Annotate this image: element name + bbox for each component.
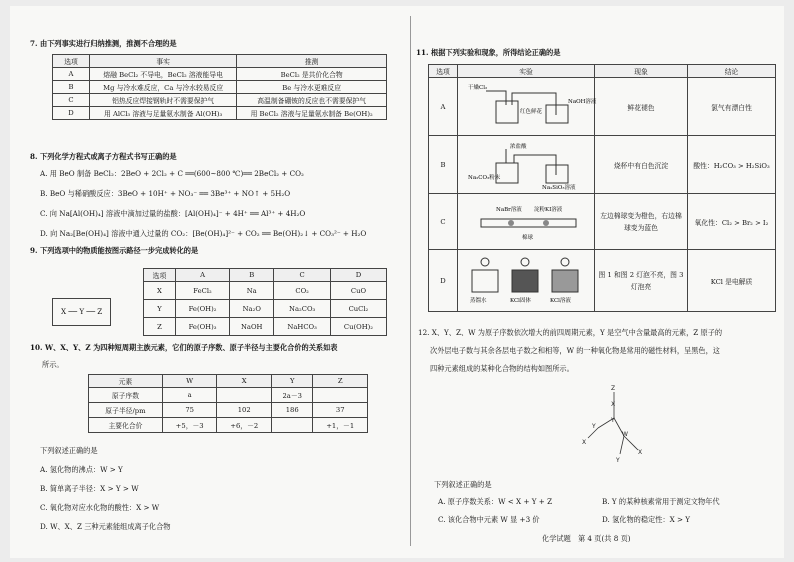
q11-title: 11. 根据下列实验和现象，所得结论正确的是 (416, 48, 561, 57)
q9-cell: Y (144, 300, 176, 318)
q7-cell: D (53, 107, 90, 120)
q11-c-label: NaBr溶液 (496, 206, 522, 213)
q9-cell: Cu(OH)₂ (330, 318, 386, 336)
q9-cell: NaHCO₃ (274, 318, 331, 336)
svg-text:X: X (611, 401, 616, 408)
q12-stem: 下列叙述正确的是 (434, 480, 492, 489)
q10-cell (272, 418, 313, 433)
q9-cell: FeCl₂ (175, 282, 229, 300)
q11-conclusion: KCl 是电解质 (688, 250, 776, 312)
q11-table (428, 64, 776, 312)
q11-apparatus-a (458, 78, 595, 136)
q11-phenomenon: 图 1 和图 2 灯泡不亮，图 3 灯泡亮 (595, 250, 688, 312)
q9-cell: Na₂CO₃ (274, 300, 331, 318)
q11-option: B (429, 136, 458, 194)
q11-apparatus-c (458, 194, 595, 250)
q11-header: 实验 (458, 65, 595, 78)
q10-cell: 主要化合价 (89, 418, 163, 433)
q12-line2: 次外层电子数与其余各层电子数之和相等，W 的一种氧化物是常用的磁性材料，呈黑色，这 (430, 346, 720, 355)
q10-cell: +6，－2 (217, 418, 272, 433)
svg-text:Y: Y (611, 417, 615, 424)
q9-header: A (175, 269, 229, 282)
q7-cell: 高温制备硼铍的反应也不需要保护气 (237, 94, 387, 107)
q9-header: B (230, 269, 274, 282)
q10-header: W (162, 375, 217, 388)
q10-cell: 102 (217, 403, 272, 418)
q11-d-label: KCl固体 (510, 297, 531, 304)
q11-conclusion: 氯气有漂白性 (688, 78, 776, 136)
q11-d-label: 蒸馏水 (470, 297, 487, 304)
q8-title: 8. 下列化学方程式或离子方程式书写正确的是 (30, 152, 177, 161)
q10-cell: +5，－3 (162, 418, 217, 433)
q11-apparatus-d (458, 250, 595, 312)
q7-cell: BeCl₂ 是共价化合物 (237, 68, 387, 81)
q9-cell: Fe(OH)₂ (175, 300, 229, 318)
q11-phenomenon: 鲜花褪色 (595, 78, 688, 136)
q9-cell: CuCl₂ (330, 300, 386, 318)
q10-header: 元素 (89, 375, 163, 388)
q8-option-c: C. 向 Na[Al(OH)₄] 溶液中滴加过量的盐酸：[Al(OH)₄]⁻ + 4H⁺ ══ Al³⁺ + 4H₂O (40, 209, 306, 218)
q11-phenomenon: 左边棉球变为橙色，右边棉球变为蓝色 (595, 194, 688, 250)
q11-a-label: 红色鲜花 (520, 108, 543, 115)
q7-cell: B (53, 81, 90, 94)
svg-text:Z: Z (611, 385, 616, 392)
q7-cell: C (53, 94, 90, 107)
q12-option-b: B. Y 的某种核素常用于测定文物年代 (602, 497, 720, 506)
q7-header: 事实 (90, 55, 237, 68)
q12-option-a: A. 原子序数关系：W < X + Y + Z (438, 497, 553, 506)
q7-cell: 熔融 BeCl₂ 不导电，BeCl₂ 溶液能导电 (90, 68, 237, 81)
q11-b-label: 浓盐酸 (510, 143, 527, 150)
exam-page (10, 6, 784, 558)
q7-header: 选项 (53, 55, 90, 68)
q11-c-label: 棉球 (522, 234, 534, 241)
q8-option-d: D. 向 Na₂[Be(OH)₄] 溶液中通入过量的 CO₂：[Be(OH)₄]²⁻ + CO₂ ══ Be(OH)₂↓ + CO₃²⁻ + H₂O (40, 229, 367, 238)
svg-text:Y: Y (616, 457, 620, 464)
q7-cell: 用 BeCl₂ 溶液与足量氨水制备 Be(OH)₂ (237, 107, 387, 120)
q11-header: 结论 (688, 65, 776, 78)
q9-cell: NaOH (230, 318, 274, 336)
q9-cell: CO₂ (274, 282, 331, 300)
q10-cell: 原子半径/pm (89, 403, 163, 418)
q11-option: C (429, 194, 458, 250)
q11-header: 选项 (429, 65, 458, 78)
q9-path-diagram: X ── Y ── Z (52, 298, 111, 326)
q10-title-cont: 所示。 (42, 360, 64, 369)
column-divider (410, 16, 411, 546)
q11-header: 现象 (595, 65, 688, 78)
q10-option-a: A. 氢化物的沸点：W > Y (40, 465, 123, 474)
q10-header: Z (313, 375, 368, 388)
q9-header: 选项 (144, 269, 176, 282)
q7-cell: 用 AlCl₃ 溶液与足量氨水制备 Al(OH)₃ (90, 107, 237, 120)
q11-b-label: Na₂CO₃粉末 (468, 174, 501, 181)
q11-a-label: NaOH溶液 (568, 98, 597, 105)
q11-option: A (429, 78, 458, 136)
q12-option-c: C. 该化合物中元素 W 显 +3 价 (438, 515, 540, 524)
q10-cell (217, 388, 272, 403)
q10-table (88, 374, 368, 433)
q11-phenomenon: 烧杯中有白色沉淀 (595, 136, 688, 194)
q8-option-a: A. 用 BeO 制备 BeCl₂：2BeO + 2Cl₂ + C ══(600~800 ℃)══ 2BeCl₂ + CO₂ (40, 169, 304, 178)
q7-header: 推测 (237, 55, 387, 68)
q11-conclusion: 氧化性：Cl₂ > Br₂ > I₂ (688, 194, 776, 250)
q11-b-label: Na₂SiO₃溶液 (542, 184, 576, 191)
q10-option-d: D. W、X、Z 三种元素能组成离子化合物 (40, 522, 171, 531)
q10-cell: 75 (162, 403, 217, 418)
q9-header: D (330, 269, 386, 282)
q10-cell (313, 388, 368, 403)
q10-stem: 下列叙述正确的是 (40, 446, 98, 455)
molecule-structure-diagram (580, 384, 660, 474)
q9-header: C (274, 269, 331, 282)
q7-cell: A (53, 68, 90, 81)
q7-title: 7. 由下列事实进行归纳推测，推测不合理的是 (30, 39, 177, 48)
svg-text:X: X (638, 449, 643, 456)
page-footer: 化学试题 第 4 页(共 8 页) (542, 534, 631, 543)
q11-c-label: 淀粉KI溶液 (534, 206, 563, 213)
q10-cell: +1，－1 (313, 418, 368, 433)
tube-apparatus-icon (466, 199, 586, 243)
q10-option-b: B. 简单离子半径：X > Y > W (40, 484, 139, 493)
circuit-apparatus-icon (464, 254, 588, 306)
q11-d-label: KCl溶液 (550, 297, 571, 304)
q11-apparatus-b (458, 136, 595, 194)
beaker-apparatus-icon (466, 139, 586, 189)
q12-option-d: D. 氢化物的稳定性：X > Y (602, 515, 691, 524)
q9-table (143, 268, 387, 336)
q10-header: X (217, 375, 272, 388)
q9-cell: Na (230, 282, 274, 300)
flask-apparatus-icon (466, 81, 597, 131)
q9-cell: X (144, 282, 176, 300)
q12-line1: 12. X、Y、Z、W 为原子序数依次增大的前四周期元素，Y 是空气中含量最高的元素，Z 原子的 (418, 328, 723, 337)
svg-text:Y: Y (592, 423, 596, 430)
q10-header: Y (272, 375, 313, 388)
svg-text:X: X (582, 439, 587, 446)
q11-a-label: 干燥Cl₂ (468, 84, 488, 91)
q10-cell: a (162, 388, 217, 403)
q10-cell: 2a－3 (272, 388, 313, 403)
q9-cell: CuO (330, 282, 386, 300)
q8-option-b: B. BeO 与稀硝酸反应：3BeO + 10H⁺ + NO₃⁻ ══ 3Be³⁺ + NO↑ + 5H₂O (40, 189, 291, 198)
q10-cell: 186 (272, 403, 313, 418)
q11-conclusion: 酸性：H₂CO₃ > H₂SiO₃ (688, 136, 776, 194)
q12-line3: 四种元素组成的某种化合物的结构如图所示。 (430, 364, 574, 373)
q7-cell: Be 与冷水更难反应 (237, 81, 387, 94)
q7-cell: 铝热反应焊接钢轨时不需要保护气 (90, 94, 237, 107)
q7-cell: Mg 与冷水难反应，Ca 与冷水较易反应 (90, 81, 237, 94)
q9-title: 9. 下列选项中的物质能按图示路径一步完成转化的是 (30, 246, 199, 255)
q9-cell: Z (144, 318, 176, 336)
q7-table (52, 54, 387, 120)
q10-option-c: C. 氧化物对应水化物的酸性：X > W (40, 503, 160, 512)
q11-option: D (429, 250, 458, 312)
q10-title: 10. W、X、Y、Z 为四种短周期主族元素，它们的原子序数、原子半径与主要化合价的关系如表 (30, 343, 338, 352)
q10-cell: 37 (313, 403, 368, 418)
q9-cell: Na₂O (230, 300, 274, 318)
q10-cell: 原子序数 (89, 388, 163, 403)
q9-cell: Fe(OH)₃ (175, 318, 229, 336)
svg-text:W: W (622, 431, 628, 438)
